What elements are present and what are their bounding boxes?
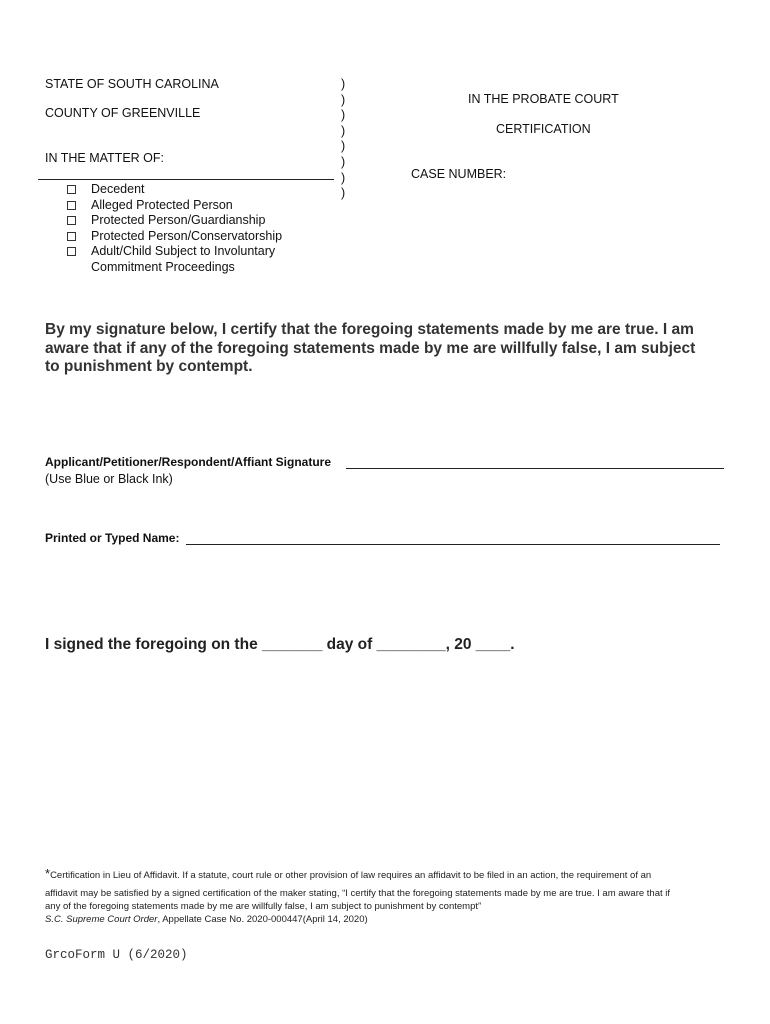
court-name: IN THE PROBATE COURT [468,92,619,106]
printed-name-line [186,544,720,545]
checkbox-label: Protected Person/Conservatorship [91,229,283,243]
signed-date-prefix: I signed the foregoing on the [45,636,258,653]
matter-label: IN THE MATTER OF: [45,151,164,165]
signature-field[interactable] [45,455,725,471]
caption-divider: ) ) ) ) ) ) ) ) [341,77,346,201]
signature-line [346,468,724,469]
checkbox-label-continuation: Commitment Proceedings [91,260,235,274]
checkbox-guardianship[interactable] [67,216,76,225]
certification-statement: By my signature below, I certify that the foregoing statements made by me are true. I am aware that if any of the foregoing statements made by me are willfully false, I am subject to punishment by contempt. [45,321,696,375]
checkbox-alleged-protected-person[interactable] [67,201,76,210]
footnote-line-3: any of the foregoing statements made by me are willfully false, I am subject to punishment by contempt” [45,901,482,912]
footnote-citation [45,913,725,926]
checkbox-label: Protected Person/Guardianship [91,213,266,227]
checkbox-involuntary-commitment[interactable] [67,247,76,256]
citation-court-order: S.C. Supreme Court Order [45,914,158,925]
form-id: GrcoForm U (6/2020) [45,948,188,962]
year-prefix: , 20 [445,636,472,653]
printed-name-field[interactable] [45,531,720,547]
footnote-line-2: affidavit may be satisfied by a signed certification of the maker stating, “I certify that the foregoing statements made by me are true. I am aware that if [45,888,671,899]
signature-ink-note: (Use Blue or Black Ink) [45,472,173,486]
footnote-line-1: Certification in Lieu of Affidavit. If a statute, court rule or other provision of law requires an affidavit to be filed in an action, the requirement of an [50,870,652,881]
checkbox-label: Adult/Child Subject to Involuntary [91,244,276,258]
citation-case: , Appellate Case No. 2020-000447(April 14, 2020) [157,914,368,925]
day-of-label: day of [326,636,373,653]
checkbox-decedent[interactable] [67,185,76,194]
month-blank[interactable]: ________ [376,636,446,653]
footnote-marker: * [45,866,51,881]
printed-name-label: Printed or Typed Name: [45,531,180,545]
signed-date-line [45,636,515,654]
day-blank[interactable]: _______ [262,636,323,653]
checkbox-label: Alleged Protected Person [91,198,233,212]
signature-label: Applicant/Petitioner/Respondent/Affiant Signature [45,455,332,469]
case-number-label: CASE NUMBER: [411,167,507,181]
checkbox-label: Decedent [91,182,145,196]
state-label: STATE OF SOUTH CAROLINA [45,77,219,91]
county-label: COUNTY OF GREENVILLE [45,106,201,120]
year-blank[interactable]: ____. [475,636,515,653]
footnote [45,867,725,926]
matter-name-line[interactable] [38,179,334,180]
document-title: CERTIFICATION [496,122,591,136]
checkbox-conservatorship[interactable] [67,232,76,241]
